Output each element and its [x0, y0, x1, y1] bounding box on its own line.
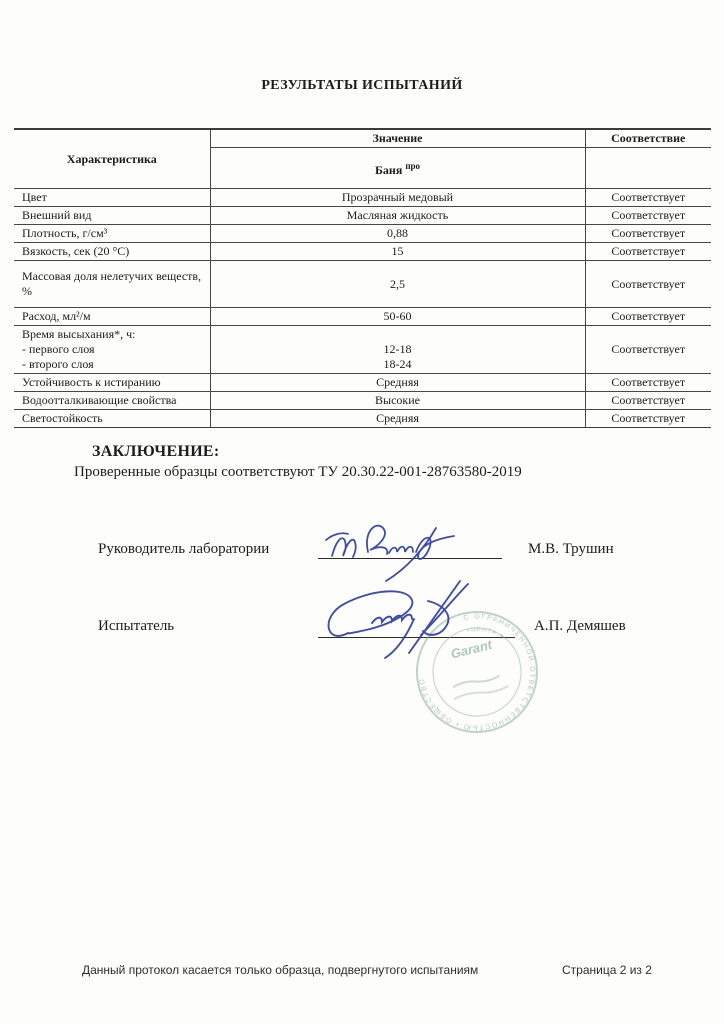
product-name: Баня: [374, 162, 403, 177]
product-name-superscript: про: [405, 160, 421, 171]
table-row: [14, 243, 711, 261]
compliance-cell: Соответствует: [585, 207, 711, 225]
col-header-characteristic: Характеристика: [14, 129, 210, 189]
characteristic-cell: Время высыхания*, ч: - первого слоя - второго слоя: [14, 326, 210, 374]
conclusion-heading: ЗАКЛЮЧЕНИЕ:: [92, 443, 220, 460]
value-cell: 2,5: [210, 261, 585, 308]
compliance-cell: Соответствует: [585, 326, 711, 374]
value-cell: Средняя: [210, 374, 585, 392]
table-row: [14, 374, 711, 392]
table-row: [14, 189, 711, 207]
table-row: [14, 326, 711, 374]
compliance-cell: Соответствует: [585, 374, 711, 392]
characteristic-cell: Устойчивость к истиранию: [14, 374, 210, 392]
characteristic-cell: Водоотталкивающие свойства: [14, 392, 210, 410]
compliance-cell: Соответствует: [585, 410, 711, 428]
value-cell: Прозрачный медовый: [210, 189, 585, 207]
table-row: [14, 308, 711, 326]
signature-ink-demyashev: [308, 575, 536, 665]
col-header-compliance: Соответствие: [585, 129, 711, 148]
conclusion-text: Проверенные образцы соответствуют ТУ 20.30.22-001-28763580-2019: [74, 464, 522, 480]
table-row: [14, 410, 711, 428]
characteristic-cell: Плотность, г/см³: [14, 225, 210, 243]
table-row: [14, 207, 711, 225]
table-row: [14, 225, 711, 243]
table-row: [14, 261, 711, 308]
table-row: [14, 392, 711, 410]
value-cell: 50-60: [210, 308, 585, 326]
product-name-cell: [210, 148, 585, 189]
subheader-empty-cell: [585, 148, 711, 189]
footer-note: Данный протокол касается только образца, подвергнутого испытаниям: [82, 963, 479, 977]
characteristic-cell: Расход, мл²/м: [14, 308, 210, 326]
compliance-cell: Соответствует: [585, 308, 711, 326]
stamp-inner-text: «ЦЕНТР В: [466, 626, 505, 642]
value-cell: 0,88: [210, 225, 585, 243]
value-cell: Средняя: [210, 410, 585, 428]
stamp-brand-text: Garant: [449, 636, 494, 662]
value-cell: Масляная жидкость: [210, 207, 585, 225]
signature-name-trushin: М.В. Трушин: [528, 541, 614, 557]
characteristic-cell: Массовая доля нелетучих веществ, %: [14, 261, 210, 308]
stamp-decor-line: [452, 674, 500, 689]
col-header-value: Значение: [210, 129, 585, 148]
stamp-ring-text: С ОГРАНИЧЕННОЙ ОТВЕТСТВЕННОСТЬЮ • ОБЩЕСТВО: [418, 613, 536, 731]
value-cell: 15: [210, 243, 585, 261]
page-title: РЕЗУЛЬТАТЫ ИСПЫТАНИЙ: [261, 78, 463, 93]
table-header-row: [14, 129, 711, 148]
signature-name-demyashev: А.П. Демяшев: [534, 618, 626, 634]
footer-page-number: Страница 2 из 2: [562, 963, 652, 977]
compliance-cell: Соответствует: [585, 392, 711, 410]
value-cell: 12-18 18-24: [210, 326, 585, 374]
compliance-cell: Соответствует: [585, 243, 711, 261]
compliance-cell: Соответствует: [585, 189, 711, 207]
signature-role-tester: Испытатель: [98, 618, 175, 634]
signature-role-lab-head: Руководитель лаборатории: [98, 541, 270, 557]
compliance-cell: Соответствует: [585, 261, 711, 308]
value-cell: Высокие: [210, 392, 585, 410]
signature-ink-trushin: [316, 511, 516, 585]
characteristic-cell: Внешний вид: [14, 207, 210, 225]
results-table: [14, 128, 711, 428]
compliance-cell: Соответствует: [585, 225, 711, 243]
characteristic-cell: Светостойкость: [14, 410, 210, 428]
characteristic-cell: Вязкость, сек (20 °С): [14, 243, 210, 261]
characteristic-cell: Цвет: [14, 189, 210, 207]
stamp-decor-line: [453, 684, 508, 701]
